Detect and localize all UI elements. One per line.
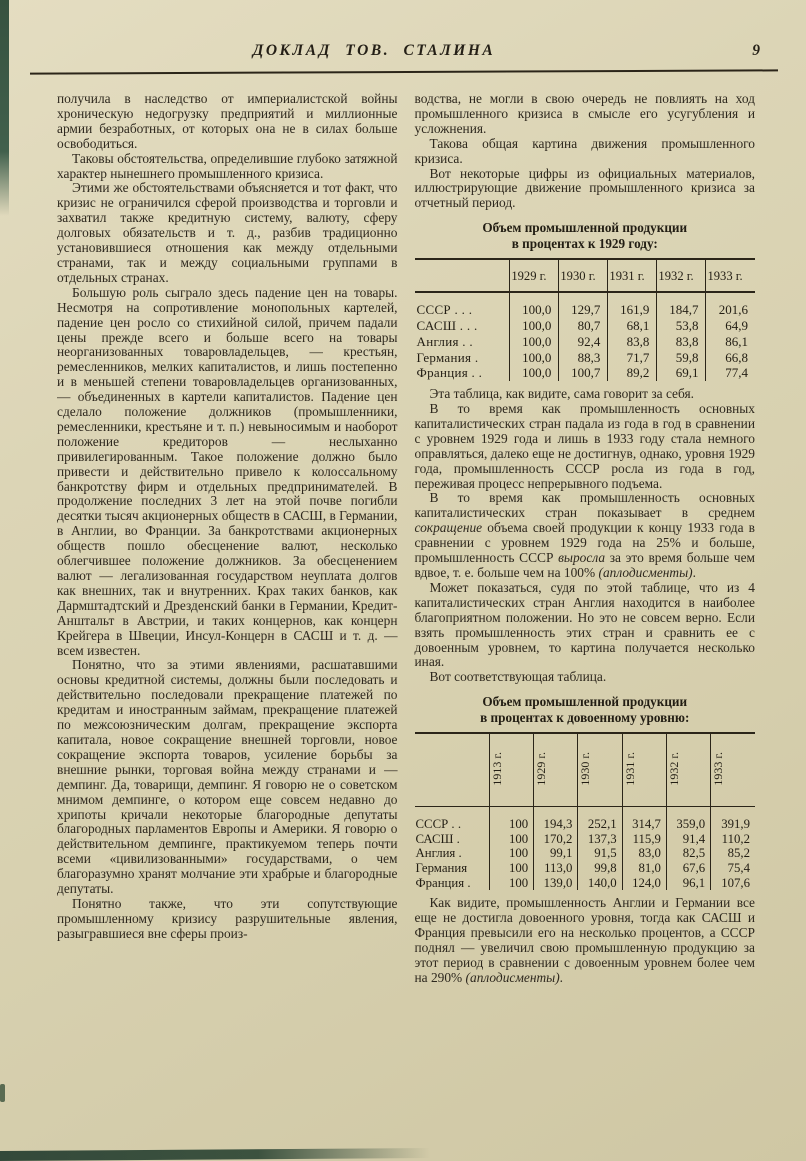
body-paragraph: водства, не могли в свою очередь не повлиять на ход промышленного кризиса в смысле его усугубления и усложнения. bbox=[414, 92, 755, 136]
applause-note: (аплодисменты) bbox=[598, 565, 693, 581]
year-label: 1932 г. bbox=[666, 751, 681, 786]
value-cell: 139,0 bbox=[534, 876, 578, 891]
value-cell: 100,0 bbox=[510, 350, 559, 366]
value-cell: 85,2 bbox=[711, 846, 755, 861]
table-production-vs-1929 bbox=[415, 258, 756, 381]
table-row bbox=[415, 832, 756, 847]
table-row bbox=[415, 861, 756, 876]
paragraph-segment: за это время больше чем вдвое, т. е. больше чем на 100% bbox=[414, 550, 755, 581]
body-paragraph: Вот соответствующая таблица. bbox=[429, 669, 607, 685]
value-cell: 69,1 bbox=[657, 365, 706, 381]
page-title: ДОКЛАД ТОВ. СТАЛИНА bbox=[252, 42, 496, 59]
year-label: 1933 г. bbox=[711, 751, 726, 786]
table1-title-line2: в процентах к 1929 году: bbox=[511, 235, 658, 251]
value-cell: 161,9 bbox=[608, 292, 657, 318]
value-cell: 92,4 bbox=[559, 334, 608, 350]
column-header-cell: 1930 г. bbox=[559, 259, 608, 292]
header-rule bbox=[30, 69, 778, 74]
body-paragraph: Такова общая картина движения промышленного кризиса. bbox=[414, 135, 755, 166]
rotated-year-header bbox=[534, 733, 578, 807]
value-cell: 86,1 bbox=[706, 334, 755, 350]
rotated-year-header bbox=[489, 733, 533, 807]
body-paragraph: Большую роль сыграло здесь падение цен на товары. Несмотря на сопротивление монопольных картелей, падение цен росло со стихийной силой, причем падали цены прежде всего и больше всего на товары неорганизованных товаровладельцев, — крестьян, ремесленников, мелких капиталистов, и лишь постепенно и в меньшей степени товаровладельцев организованных, — объединенных в картели капиталистов. Падение цен сделало положение должников (промышленники, ремесленники, крестьяне и т. п.) невыносимым и наоборот положение кредиторов — неслыханно привилегированным. Такое положение должно было привести и действительно привело к колоссальному банкротству фирм и отдельных предпринимателей. В продолжение последних 3 лет на этой почве погибли десятки тысяч акционерных обществ в САСШ, в Германии, в Англии, во Франции. За банкротствами акционерных обществ пошло обесценение валют, несколько облегчившее положение должников. За обесценением валют — легализованная государством неуплата долгов как внешних, так и внутренних. Крах таких банков, как Дармштадтский и Дрезденский банки в Германии, Кредит-Анштальт в Австрии, и таких концернов, как концерн Крейгера в Швеции, Инсул-Концерн в САСШ и т. д. — всем известен. bbox=[57, 284, 398, 658]
table-header-row bbox=[415, 259, 756, 292]
row-label-cell: Англия . bbox=[415, 846, 462, 861]
value-cell: 59,8 bbox=[657, 350, 706, 366]
rotated-year-header bbox=[622, 733, 666, 807]
column-header-cell: 1932 г. bbox=[657, 259, 706, 292]
table-row bbox=[415, 318, 756, 334]
row-label-cell: Германия . bbox=[416, 349, 479, 365]
body-paragraph: получила в наследство от империалистской войны хроническую недогрузку предприятий и миллионные армии безработных, от которых она не в силах больше освободиться. bbox=[57, 92, 398, 151]
value-cell: 83,0 bbox=[622, 846, 666, 861]
year-label: 1931 г. bbox=[622, 751, 637, 786]
page-number: 9 bbox=[752, 42, 760, 59]
value-cell: 100 bbox=[489, 876, 533, 891]
value-cell: 113,0 bbox=[534, 861, 578, 876]
year-label: 1929 г. bbox=[534, 751, 549, 786]
table2-title bbox=[423, 694, 748, 725]
body-paragraph: Вот некоторые цифры из официальных материалов, иллюстрирующие движение промышленного кризиса за отчетный период. bbox=[414, 165, 755, 211]
right-column bbox=[415, 92, 756, 1149]
body-paragraph: Таковы обстоятельства, определившие глубоко затяжной характер нынешнего промышленного кризиса. bbox=[57, 150, 398, 181]
table1-title-line1: Объем промышленной продукции bbox=[482, 220, 688, 236]
row-label-cell: СССР . . . bbox=[416, 302, 473, 318]
scan-edge-mark bbox=[0, 1084, 5, 1102]
value-cell: 91,5 bbox=[578, 846, 622, 861]
value-cell: 67,6 bbox=[666, 861, 710, 876]
row-label-cell: Франция . . bbox=[416, 365, 483, 381]
value-cell: 170,2 bbox=[534, 832, 578, 847]
value-cell: 100 bbox=[489, 832, 533, 847]
row-label-cell: Англия . . bbox=[416, 333, 473, 349]
table1-title bbox=[423, 220, 748, 251]
table2-title-line2: в процентах к довоенному уровню: bbox=[480, 709, 690, 725]
row-label-cell: САСШ . bbox=[415, 831, 460, 846]
body-paragraph bbox=[415, 491, 756, 580]
column-header-cell: 1931 г. bbox=[608, 259, 657, 292]
value-cell: 100 bbox=[489, 861, 533, 876]
paragraph-segment: объема своей продукции к концу 1933 года в сравнении с уровнем 1929 года на 25% и больше, промышленность СССР bbox=[414, 520, 755, 566]
value-cell: 100,0 bbox=[510, 334, 559, 350]
value-cell: 100,7 bbox=[559, 365, 608, 381]
value-cell: 75,4 bbox=[711, 861, 755, 876]
value-cell: 64,9 bbox=[706, 318, 755, 334]
corner-cell bbox=[415, 259, 510, 292]
paragraph-segment: . bbox=[692, 565, 696, 581]
value-cell: 140,0 bbox=[578, 876, 622, 891]
body-paragraph: Может показаться, судя по этой таблице, что из 4 капиталистических стран Англия находится в наиболее благоприятном положении. Но это не совсем верно. Если взять промышленность этих стран и сравнить ее с довоенным уровнем, то картина получается несколько иная. bbox=[414, 579, 755, 670]
row-label-cell: САСШ . . . bbox=[416, 317, 478, 333]
value-cell: 100 bbox=[489, 846, 533, 861]
value-cell: 314,7 bbox=[622, 807, 666, 832]
table-production-vs-prewar bbox=[415, 732, 756, 890]
value-cell: 107,6 bbox=[711, 876, 755, 891]
body-paragraph: В то время как промышленность основных капиталистических стран падала из года в год в сравнении с уровнем 1929 года и лишь в 1933 году стала немного оправляться, далеко еще не достигнув, однако, уровня 1929 года, промышленность СССР росла из года в год, переживая процесс непрерывного подъема. bbox=[414, 401, 755, 491]
value-cell: 99,8 bbox=[578, 861, 622, 876]
paragraph-segment: Как видите, промышленность Англии и Германии все еще не достигла довоенного уровня, тогда как САСШ и Франция превысили его на несколько процентов, а СССР поднял — увеличил свою промышленную продукцию за этот период в сравнении с довоенным уровнем более чем на 290% bbox=[414, 895, 755, 985]
value-cell: 124,0 bbox=[622, 876, 666, 891]
value-cell: 201,6 bbox=[706, 292, 755, 318]
value-cell: 53,8 bbox=[657, 318, 706, 334]
scan-edge-left bbox=[0, 0, 9, 216]
value-cell: 96,1 bbox=[666, 876, 710, 891]
column-header-cell: 1929 г. bbox=[510, 259, 559, 292]
table-row bbox=[415, 292, 756, 318]
paragraph-segment-italic: выросла bbox=[558, 550, 606, 566]
value-cell: 77,4 bbox=[706, 365, 755, 381]
body-paragraph bbox=[415, 896, 756, 985]
rotated-year-header bbox=[666, 733, 710, 807]
applause-note: (аплодисменты) bbox=[465, 969, 560, 985]
value-cell: 81,0 bbox=[622, 861, 666, 876]
value-cell: 115,9 bbox=[622, 832, 666, 847]
body-paragraph: Эта таблица, как видите, сама говорит за себя. bbox=[429, 386, 694, 402]
paragraph-segment: В то время как промышленность основных капиталистических стран показывает в среднем bbox=[414, 490, 755, 521]
value-cell: 91,4 bbox=[666, 832, 710, 847]
value-cell: 194,3 bbox=[534, 807, 578, 832]
table-row bbox=[415, 876, 756, 891]
row-label-cell: Франция . bbox=[415, 875, 471, 890]
table-row bbox=[415, 334, 756, 350]
value-cell: 89,2 bbox=[608, 365, 657, 381]
text-columns bbox=[57, 92, 755, 1149]
table2-title-line1: Объем промышленной продукции bbox=[482, 694, 688, 710]
body-paragraph: Понятно, что за этими явлениями, расшатавшими основы кредитной системы, должны были последовать и действительно последовали прекращение платежей по кредитам и иностранным займам, прекращение платежей по межсоюзническим долгам, прекращение экспорта капитала, новое сокращение внешней торговли, новое сокращение экспорта товаров, усиление борьбы за внешние рынки, торговая война между странами и — демпинг. Да, товарищи, демпинг. Я говорю не о советском мнимом демпинге, о котором еще совсем недавно до хрипоты кричали некоторые благородные депутаты благородных парламентов Европы и Америки. Я говорю о действительном демпинге, практикуемом теперь почти всеми «цивилизованными» государствами, о чем благоразумно хранят молчание эти храбрые и благородные депутаты. bbox=[57, 657, 398, 897]
value-cell: 252,1 bbox=[578, 807, 622, 832]
paragraph-segment-italic: сокращение bbox=[414, 520, 483, 536]
value-cell: 83,8 bbox=[608, 334, 657, 350]
column-header-cell: 1933 г. bbox=[706, 259, 755, 292]
value-cell: 110,2 bbox=[711, 832, 755, 847]
paragraph-segment: . bbox=[559, 969, 564, 985]
row-label-cell: СССР . . bbox=[415, 817, 462, 832]
value-cell: 184,7 bbox=[657, 292, 706, 318]
value-cell: 66,8 bbox=[706, 350, 755, 366]
value-cell: 68,1 bbox=[608, 318, 657, 334]
body-paragraph: Понятно также, что эти сопутствующие промышленному кризису разрушительные явления, разыгравшиеся вне сферы произ- bbox=[57, 895, 398, 941]
value-cell: 88,3 bbox=[559, 350, 608, 366]
scan-edge-bottom bbox=[0, 1148, 430, 1161]
table-header-row bbox=[415, 733, 756, 807]
value-cell: 100,0 bbox=[510, 292, 559, 318]
year-label: 1913 г. bbox=[489, 751, 504, 786]
value-cell: 82,5 bbox=[666, 846, 710, 861]
table-row bbox=[415, 365, 756, 381]
running-head bbox=[30, 42, 778, 76]
value-cell: 129,7 bbox=[559, 292, 608, 318]
value-cell: 71,7 bbox=[608, 350, 657, 366]
value-cell: 99,1 bbox=[534, 846, 578, 861]
left-column bbox=[57, 92, 398, 1149]
value-cell: 100 bbox=[489, 807, 533, 832]
value-cell: 391,9 bbox=[711, 807, 755, 832]
table-row bbox=[415, 846, 756, 861]
value-cell: 100,0 bbox=[510, 365, 559, 381]
table-row bbox=[415, 807, 756, 832]
rotated-year-header bbox=[711, 733, 755, 807]
corner-cell bbox=[415, 733, 490, 807]
rotated-year-header bbox=[578, 733, 622, 807]
year-label: 1930 г. bbox=[578, 751, 593, 786]
value-cell: 83,8 bbox=[657, 334, 706, 350]
value-cell: 100,0 bbox=[510, 318, 559, 334]
value-cell: 80,7 bbox=[559, 318, 608, 334]
value-cell: 137,3 bbox=[578, 832, 622, 847]
value-cell: 359,0 bbox=[666, 807, 710, 832]
row-label-cell: Германия bbox=[415, 861, 468, 876]
body-paragraph: Этими же обстоятельствами объясняется и тот факт, что кризис не ограничился сферой производства и торговли и захватил также кредитную систему, валюту, сферу долговых обязательств и т. д., разбив традиционно установившиеся отношения как между отдельными странами, так и между социальными группами в отдельных странах. bbox=[57, 180, 398, 285]
table-row bbox=[415, 350, 756, 366]
